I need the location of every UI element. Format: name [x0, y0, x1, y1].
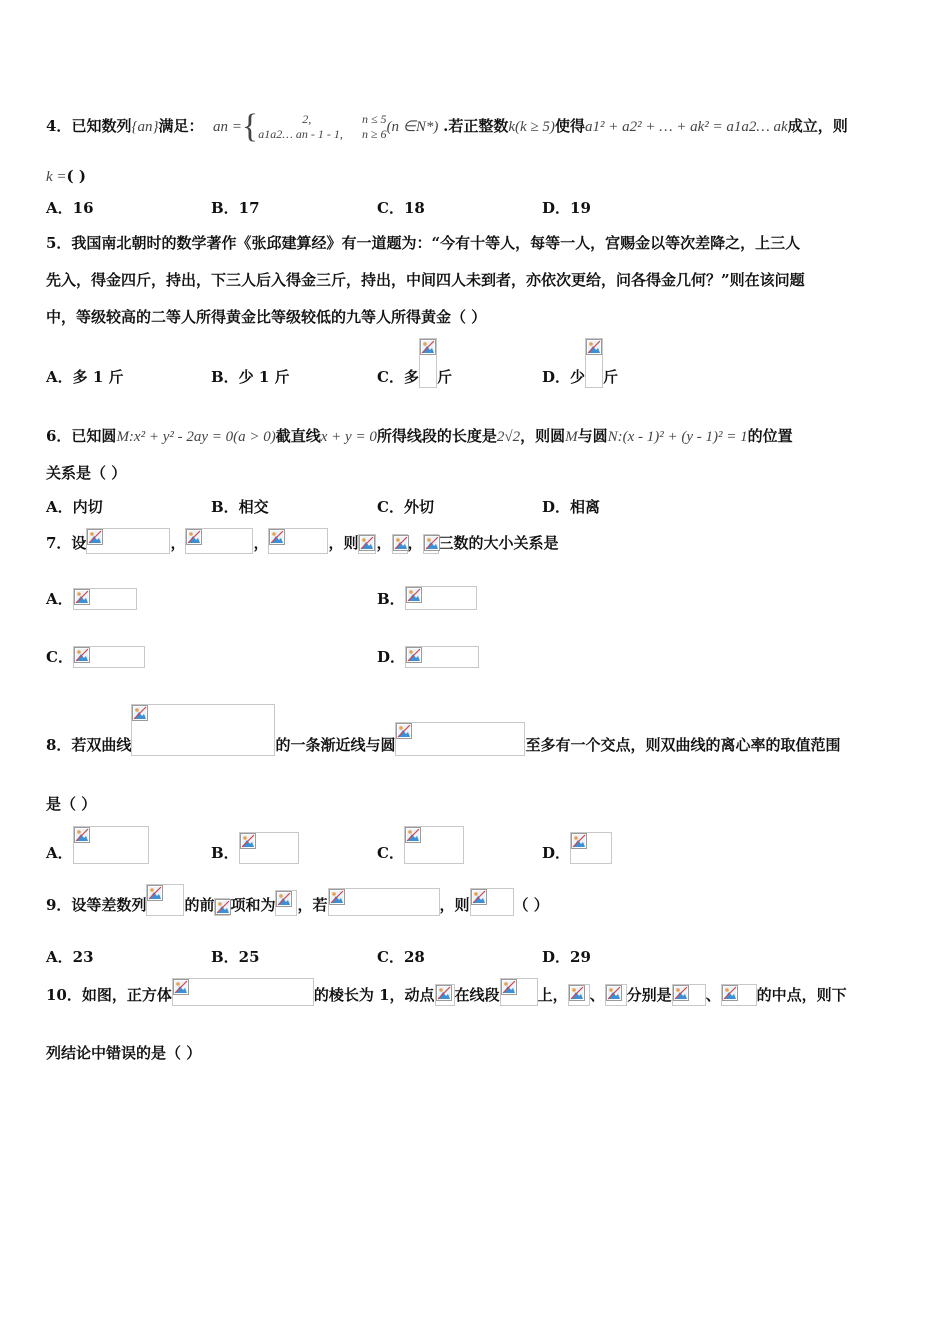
broken-image-icon: [586, 339, 602, 355]
q4-line1: 4．已知数列{an}满足： an ={ 2, a1a2… an - 1 - 1, n ≤ 5 n ≥ 6(n ∈N*) .若正整数k(k ≥ 5)使得a1² + a2² + … + ak² = a1a2… ak成立，则: [46, 108, 848, 145]
q7-image-a-sym: [358, 534, 376, 554]
q7-line1: 7．设 ， ， ，则 ， ， 三数的大小关系是: [46, 528, 559, 554]
broken-image-icon: [215, 899, 231, 915]
broken-image-icon: [406, 647, 422, 663]
broken-image-icon: [569, 985, 585, 1001]
q6-line2: 关系是（ ）: [46, 464, 127, 482]
broken-image-icon: [420, 339, 436, 355]
q9-n-image: [214, 898, 230, 916]
q4-option-c[interactable]: C．18: [377, 199, 425, 217]
q5-option-d-image: [585, 338, 603, 388]
broken-image-icon: [147, 885, 163, 901]
q10-edge-1-image: [672, 984, 706, 1006]
q8-option-c-image: [404, 826, 464, 864]
q6-option-b[interactable]: B．相交: [211, 498, 269, 516]
broken-image-icon: [276, 891, 292, 907]
q7-option-b-image: [405, 586, 477, 610]
q4-seq: {an}: [131, 119, 159, 135]
q7-option-c[interactable]: C．: [46, 646, 145, 668]
q10-edge-2-image: [721, 984, 757, 1006]
q5-option-a[interactable]: A．多 1 斤: [46, 368, 124, 386]
broken-image-icon: [269, 529, 285, 545]
broken-image-icon: [74, 647, 90, 663]
q4-option-b[interactable]: B．17: [211, 199, 260, 217]
broken-image-icon: [74, 827, 90, 843]
q10-point-e-image: [568, 984, 590, 1006]
broken-image-icon: [359, 535, 375, 551]
q7-option-b[interactable]: B．: [377, 586, 477, 610]
q7-option-c-image: [73, 646, 145, 668]
broken-image-icon: [471, 889, 487, 905]
q8-option-a-image: [73, 826, 149, 864]
q5-option-c-image: [419, 338, 437, 388]
q5-line2: 先入，得金四斤，持出，下三人后入得金三斤，持出，中间四人未到者，亦依次更给，问各得金几何？”则在该问题: [46, 271, 805, 289]
q8-option-c[interactable]: C．: [377, 826, 464, 864]
q6-line1: 6．已知圆M:x² + y² - 2ay = 0(a > 0)截直线x + y = 0所得线段的长度是2√2，则圆M与圆N:(x - 1)² + (y - 1)² = 1的位置: [46, 427, 793, 445]
q10-line2: 列结论中错误的是（ ）: [46, 1044, 202, 1062]
q6-option-a[interactable]: A．内切: [46, 498, 103, 516]
q8-option-b[interactable]: B．: [211, 832, 299, 864]
q10-line1: 10．如图，正方体 的棱长为 1，动点 在线段 上， 、 分别是 、 的中点，则下: [46, 978, 847, 1006]
q7-image-b: [185, 528, 253, 554]
broken-image-icon: [436, 985, 452, 1001]
broken-image-icon: [606, 985, 622, 1001]
q9-option-d[interactable]: D．29: [542, 948, 591, 966]
broken-image-icon: [186, 529, 202, 545]
q9-seq-image: [146, 884, 184, 916]
broken-image-icon: [74, 589, 90, 605]
q8-line2: 是（ ）: [46, 795, 97, 813]
broken-image-icon: [571, 833, 587, 849]
broken-image-icon: [173, 979, 189, 995]
q9-sn-image: [275, 890, 297, 916]
q9-answer-image: [470, 888, 514, 916]
q9-option-c[interactable]: C．28: [377, 948, 425, 966]
broken-image-icon: [406, 587, 422, 603]
q4-number: 4．: [46, 117, 72, 135]
broken-image-icon: [673, 985, 689, 1001]
q4-option-d[interactable]: D．19: [542, 199, 591, 217]
q4-option-a[interactable]: A．16: [46, 199, 94, 217]
q7-option-a-image: [73, 588, 137, 610]
q7-option-a[interactable]: A．: [46, 588, 137, 610]
q5-line3: 中，等级较高的二等人所得黄金比等级较低的九等人所得黄金（ ）: [46, 308, 487, 326]
q4-cases: 2, a1a2… an - 1 - 1,: [258, 112, 343, 141]
q4-line2: k =( ): [46, 167, 86, 185]
q4-sum-equation: a1² + a2² + … + ak² = a1a2… ak: [584, 119, 788, 135]
q8-line1: 8．若双曲线 的一条渐近线与圆 至多有一个交点，则双曲线的离心率的取值范围: [46, 704, 840, 756]
q8-option-b-image: [239, 832, 299, 864]
q7-option-d[interactable]: D．: [377, 646, 479, 668]
q5-option-b[interactable]: B．少 1 斤: [211, 368, 290, 386]
q8-circle-image: [395, 722, 525, 756]
q5-option-d[interactable]: D．少 斤: [542, 338, 618, 388]
q7-image-b-sym: [392, 534, 408, 554]
q6-option-c[interactable]: C．外切: [377, 498, 434, 516]
q7-image-a: [86, 528, 170, 554]
broken-image-icon: [722, 985, 738, 1001]
q9-condition-image: [328, 888, 440, 916]
q6-circle-m: M:x² + y² - 2ay = 0(a > 0): [116, 429, 276, 445]
q7-image-c-sym: [423, 534, 439, 554]
q10-point-image: [435, 984, 455, 1006]
q9-option-a[interactable]: A．23: [46, 948, 94, 966]
q8-option-a[interactable]: A．: [46, 826, 149, 864]
q6-option-d[interactable]: D．相离: [542, 498, 601, 516]
broken-image-icon: [396, 723, 412, 739]
q5-line1: 5．我国南北朝时的数学著作《张邱建算经》有一道题为：“今有十等人，每等一人，宫赐金以等次差降之，上三人: [46, 234, 801, 252]
q9-option-b[interactable]: B．25: [211, 948, 260, 966]
q5-option-c[interactable]: C．多 斤: [377, 338, 452, 388]
broken-image-icon: [424, 535, 440, 551]
broken-image-icon: [393, 535, 409, 551]
broken-image-icon: [329, 889, 345, 905]
broken-image-icon: [501, 979, 517, 995]
q9-line1: 9．设等差数列 的前 项和为 ，若 ，则 （ ）: [46, 884, 549, 916]
q10-point-f-image: [605, 984, 627, 1006]
broken-image-icon: [240, 833, 256, 849]
q4-conditions: n ≤ 5 n ≥ 6: [361, 112, 387, 141]
q6-circle-n: N:(x - 1)² + (y - 1)² = 1: [607, 429, 748, 445]
q8-option-d[interactable]: D．: [542, 832, 612, 864]
q8-hyperbola-image: [131, 704, 275, 756]
q10-segment-image: [500, 978, 538, 1006]
q7-image-c: [268, 528, 328, 554]
broken-image-icon: [405, 827, 421, 843]
q8-option-d-image: [570, 832, 612, 864]
broken-image-icon: [132, 705, 148, 721]
q7-option-d-image: [405, 646, 479, 668]
q10-cube-image: [172, 978, 314, 1006]
broken-image-icon: [87, 529, 103, 545]
